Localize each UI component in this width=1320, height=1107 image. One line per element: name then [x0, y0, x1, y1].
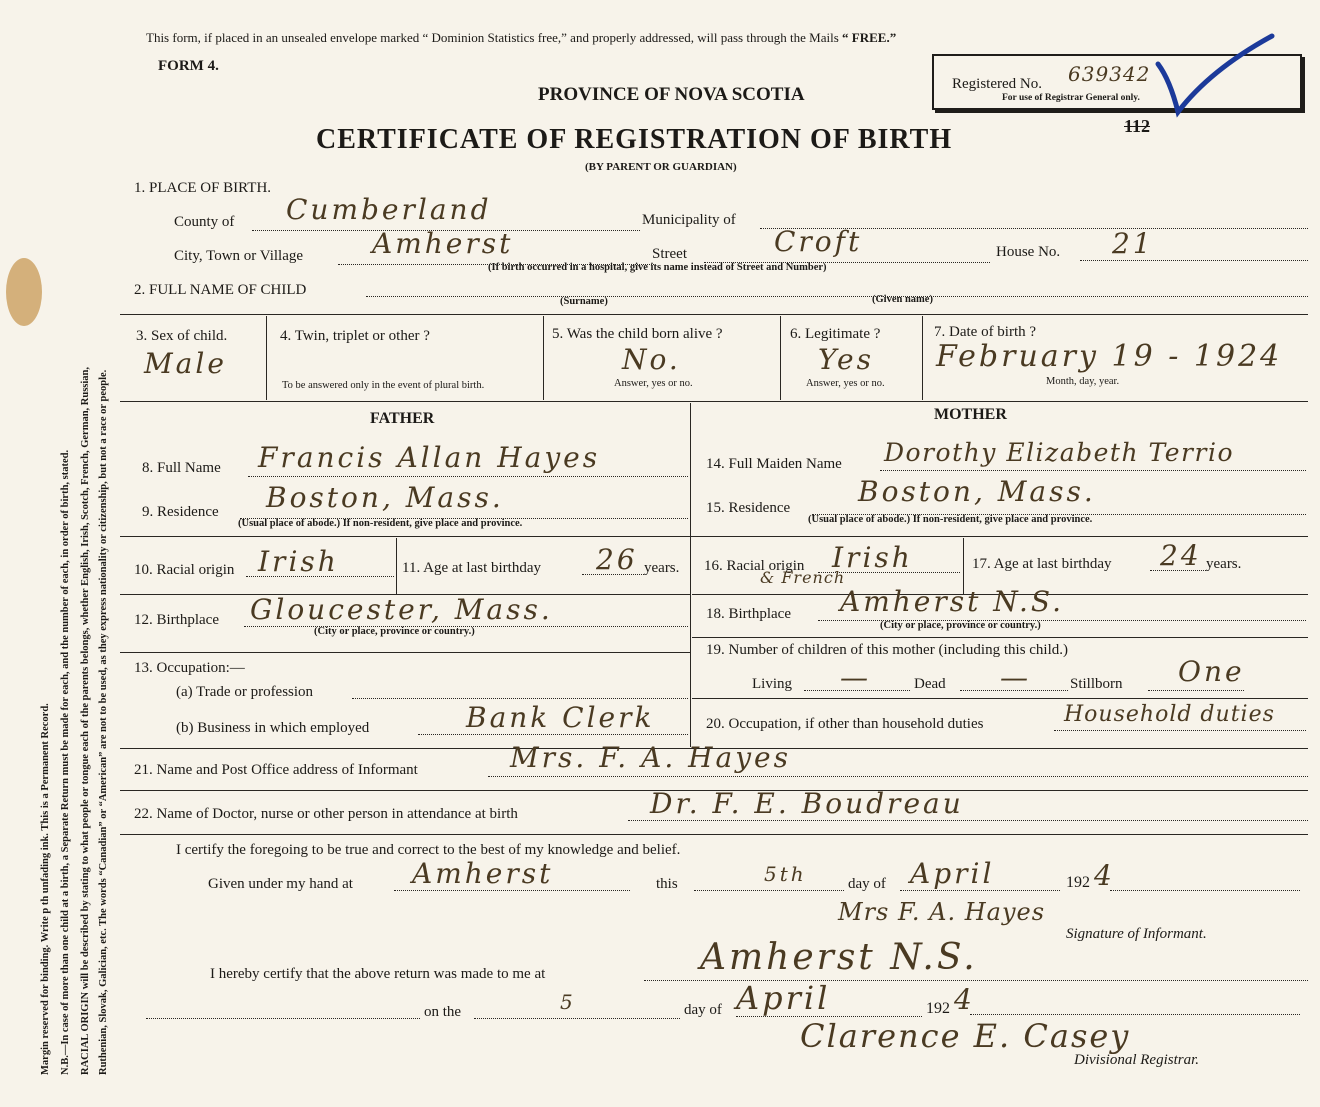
margin-note-racial-origin-2: Ruthenian, Slovak, Galician, etc. The words “Canadian” or “American” are not to be used, as they express nationality or citizenship, but not a race or people. — [98, 369, 109, 1075]
given-place-line — [394, 890, 630, 891]
on-the-label: on the — [424, 1004, 462, 1020]
mother-heading: MOTHER — [934, 406, 1007, 423]
col-divider-2 — [543, 316, 544, 400]
mother-race-value: Irish — [832, 541, 913, 574]
father-birthplace-label: 12. Birthplace — [134, 612, 219, 628]
informant-label: 21. Name and Post Office address of Informant — [134, 762, 418, 778]
col-divider-1 — [266, 316, 267, 400]
doctor-label: 22. Name of Doctor, nurse or other person in attendance at birth — [134, 806, 518, 822]
twin-label: 4. Twin, triplet or other ? — [280, 328, 430, 344]
form-number: FORM 4. — [158, 58, 219, 74]
father-name-label: 8. Full Name — [142, 460, 221, 476]
business-label: (b) Business in which employed — [176, 720, 370, 736]
registrar-day-line — [474, 1018, 680, 1019]
father-race-label: 10. Racial origin — [134, 562, 235, 578]
mother-residence-note: (Usual place of abode.) If non-resident, give place and province. — [808, 514, 1093, 525]
rule-after-doctor — [120, 834, 1308, 835]
trade-label: (a) Trade or profession — [176, 684, 314, 700]
binding-hole — [6, 258, 42, 326]
struck-number: 112 — [1124, 116, 1151, 136]
twin-note: To be answered only in the event of plural birth. — [282, 380, 485, 391]
city-label: City, Town or Village — [174, 248, 304, 264]
sex-value: Male — [144, 347, 227, 380]
registrar-day-value: 5 — [560, 990, 576, 1014]
father-residence-value: Boston, Mass. — [266, 481, 504, 514]
informant-value: Mrs. F. A. Hayes — [510, 741, 791, 774]
street-value: Croft — [774, 225, 863, 258]
informant-line — [488, 776, 1308, 777]
sex-label: 3. Sex of child. — [136, 328, 228, 344]
informant-signature: Mrs F. A. Hayes — [838, 898, 1046, 926]
father-age-value: 26 — [596, 543, 638, 576]
father-residence-label: 9. Residence — [142, 504, 219, 520]
this-label: this — [656, 876, 678, 892]
surname-caption: (Surname) — [560, 296, 608, 307]
registrar-note: For use of Registrar General only. — [1002, 93, 1140, 103]
dead-label: Dead — [914, 676, 946, 692]
month-line — [900, 890, 1060, 891]
mother-years-label: years. — [1206, 556, 1242, 572]
municipality-label: Municipality of — [642, 212, 736, 228]
dob-value: February 19 - 1924 — [936, 339, 1283, 374]
father-race-value: Irish — [258, 545, 339, 578]
city-value: Amherst — [372, 227, 514, 260]
page-title: CERTIFICATE OF REGISTRATION OF BIRTH — [316, 124, 953, 155]
doctor-value: Dr. F. E. Boudreau — [650, 787, 964, 820]
father-name-value: Francis Allan Hayes — [258, 441, 601, 474]
legitimate-value: Yes — [818, 343, 874, 376]
father-years-label: years. — [644, 560, 680, 576]
certify-text: I certify the foregoing to be true and correct to the best of my knowledge and belief. — [176, 842, 681, 858]
child-name-line — [366, 296, 1308, 297]
dob-note: Month, day, year. — [1046, 376, 1120, 387]
page-subtitle: (BY PARENT OR GUARDIAN) — [585, 161, 737, 173]
stillborn-line — [1148, 690, 1244, 691]
mother-occupation-label: 20. Occupation, if other than household duties — [706, 716, 984, 732]
dead-value: — — [1000, 661, 1031, 694]
rule-after-child — [120, 401, 1308, 402]
year-line — [1110, 890, 1300, 891]
mother-birthplace-label: 18. Birthplace — [706, 606, 791, 622]
legitimate-note: Answer, yes or no. — [806, 378, 885, 389]
registrar-year-handwritten: 4 — [954, 983, 975, 1016]
business-value: Bank Clerk — [466, 701, 655, 734]
given-place-value: Amherst — [412, 857, 554, 890]
col-divider-4 — [922, 316, 923, 400]
mother-age-label: 17. Age at last birthday — [972, 556, 1112, 572]
mother-race-label: 16. Racial origin — [704, 558, 805, 574]
stillborn-label: Stillborn — [1070, 676, 1123, 692]
registrar-caption: Divisional Registrar. — [1074, 1052, 1200, 1068]
mail-notice — [146, 30, 896, 46]
house-label: House No. — [996, 244, 1061, 260]
rule-father-birthplace — [120, 652, 690, 653]
mother-residence-label: 15. Residence — [706, 500, 791, 516]
dob-label: 7. Date of birth ? — [934, 324, 1037, 340]
margin-note-racial-origin-1: RACIAL ORIGIN will be described by stating to what people or tongue each of the parents belongs, whether English, Irish, Scotch, French, German, Russian, — [80, 366, 91, 1075]
rule-after-name — [120, 314, 1308, 315]
stillborn-value: One — [1178, 655, 1245, 688]
house-line — [1080, 260, 1308, 261]
province-heading: PROVINCE OF NOVA SCOTIA — [538, 84, 805, 105]
mother-occupation-value: Household duties — [1064, 702, 1275, 727]
rule-mother-birthplace — [692, 637, 1308, 638]
mother-name-line — [880, 470, 1306, 471]
street-label: Street — [652, 246, 687, 262]
alive-note: Answer, yes or no. — [614, 378, 693, 389]
mother-birthplace-value: Amherst N.S. — [840, 585, 1064, 618]
father-heading: FATHER — [370, 410, 435, 427]
registrar-day-of-label: day of — [684, 1002, 722, 1018]
rule-after-residence — [120, 536, 1308, 537]
mother-name-value: Dorothy Elizabeth Terrio — [884, 438, 1235, 467]
registrar-certify-text: I hereby certify that the above return was made to me at — [210, 966, 546, 982]
check-mark-icon — [1150, 30, 1280, 120]
alive-value: No. — [622, 343, 681, 376]
mail-notice-text: This form, if placed in an unsealed envelope marked “ Dominion Statistics free,” and properly addressed, will pass through the Mails — [146, 30, 839, 45]
margin-note-multiple-births: N.B.—In case of more than one child at a birth, a Separate Return must be made for each, and the number of each, in order of birth, stated. — [60, 449, 71, 1075]
place-of-birth-label: 1. PLACE OF BIRTH. — [134, 180, 272, 196]
month-value: April — [910, 857, 995, 890]
father-residence-note: (Usual place of abode.) If non-resident, give place and province. — [238, 518, 523, 529]
hospital-note: (If birth occurred in a hospital, give its name instead of Street and Number) — [488, 262, 827, 273]
father-birthplace-note: (City or place, province or country.) — [314, 626, 475, 637]
rule-mother-children — [692, 698, 1308, 699]
business-line — [418, 734, 688, 735]
registrar-month-value: April — [736, 979, 831, 1017]
mother-race-value-2: & French — [760, 568, 846, 587]
living-label: Living — [752, 676, 792, 692]
day-line — [694, 890, 844, 891]
registrar-year-line — [970, 1014, 1300, 1015]
year-printed: 192 — [1066, 874, 1090, 891]
mother-name-label: 14. Full Maiden Name — [706, 456, 842, 472]
registrar-pre-line — [146, 1018, 420, 1019]
father-age-divider — [396, 538, 397, 594]
house-value: 21 — [1112, 227, 1154, 260]
informant-signature-caption: Signature of Informant. — [1066, 926, 1207, 942]
legitimate-label: 6. Legitimate ? — [790, 326, 881, 342]
mother-birthplace-note: (City or place, province or country.) — [880, 620, 1041, 631]
children-count-label: 19. Number of children of this mother (including this child.) — [706, 642, 1069, 658]
col-divider-3 — [780, 316, 781, 400]
margin-note-binding: Margin reserved for binding. Write p th unfading ink. This is a Permanent Record. — [40, 703, 51, 1075]
alive-label: 5. Was the child born alive ? — [552, 326, 723, 342]
registrar-signature: Clarence E. Casey — [800, 1017, 1131, 1055]
registered-number: 639342 — [1068, 62, 1151, 86]
given-name-caption: (Given name) — [872, 294, 933, 305]
trade-line — [352, 698, 688, 699]
registrar-year-printed: 192 — [926, 1000, 950, 1017]
mother-age-value: 24 — [1160, 539, 1202, 572]
father-occupation-label: 13. Occupation:— — [134, 660, 245, 676]
county-label: County of — [174, 214, 235, 230]
parents-divider — [690, 403, 691, 747]
county-value: Cumberland — [286, 193, 492, 226]
year-handwritten: 4 — [1094, 859, 1115, 892]
father-age-label: 11. Age at last birthday — [402, 560, 541, 576]
day-value: 5th — [764, 862, 807, 886]
registrar-place-value: Amherst N.S. — [700, 937, 978, 978]
doctor-line — [628, 820, 1308, 821]
mother-occupation-line — [1054, 730, 1306, 731]
given-under-label: Given under my hand at — [208, 876, 353, 892]
father-birthplace-value: Gloucester, Mass. — [250, 593, 553, 626]
day-of-label: day of — [848, 876, 886, 892]
father-name-line — [248, 476, 688, 477]
living-value: — — [840, 661, 871, 694]
child-name-label: 2. FULL NAME OF CHILD — [134, 282, 307, 298]
mail-notice-free: “ FREE.” — [842, 30, 897, 45]
mother-residence-value: Boston, Mass. — [858, 475, 1096, 508]
registered-label: Registered No. — [952, 76, 1042, 92]
